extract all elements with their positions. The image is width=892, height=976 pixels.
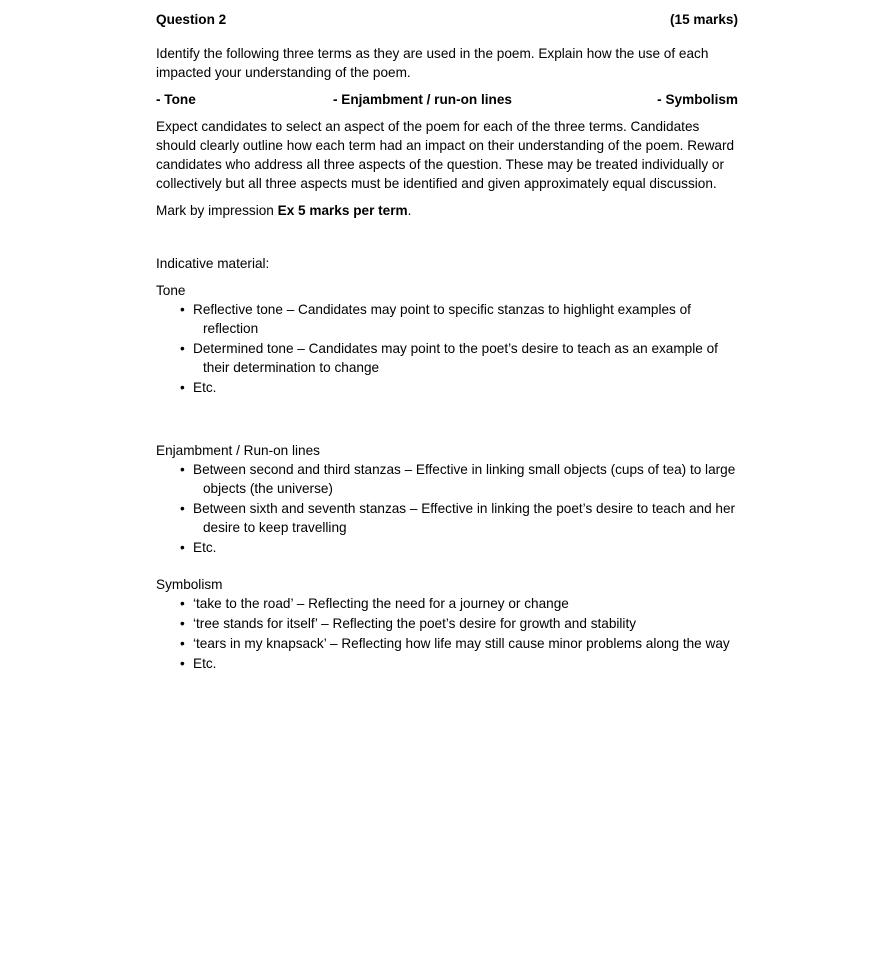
terms-row bbox=[156, 90, 738, 109]
mark-by-impression bbox=[156, 201, 738, 220]
enjambment-list bbox=[156, 460, 738, 557]
list-item: • Etc. bbox=[180, 656, 217, 671]
question-header bbox=[156, 10, 738, 29]
mark-by-bold: Ex 5 marks per term bbox=[277, 203, 408, 218]
question-marks: (15 marks) bbox=[669, 12, 738, 27]
document-page bbox=[156, 10, 738, 674]
section-title-tone: Tone bbox=[156, 283, 186, 298]
bullet-icon: • bbox=[180, 380, 185, 395]
mark-by-prefix: Mark by impression bbox=[156, 203, 278, 218]
list-item: • Etc. bbox=[180, 380, 217, 395]
mark-by-suffix: . bbox=[407, 203, 412, 218]
list-item: • Etc. bbox=[180, 540, 217, 555]
tone-list bbox=[156, 300, 738, 397]
marking-expectation: Expect candidates to select an aspect of the poem for each of the three terms. Candidates should clearly outline how each term had an impact on their understanding of the poem. Reward candidates who address all three aspects of the question. These may be treated individually or collectively but all three aspects must be identified and given approximately equal discussion. bbox=[156, 119, 735, 191]
section-title-symbolism: Symbolism bbox=[156, 577, 223, 592]
term-enjambment: - Enjambment / run-on lines bbox=[332, 92, 512, 107]
list-item: • ‘tree stands for itself’ – Reflecting the poet’s desire for growth and stability bbox=[180, 616, 637, 631]
term-tone: - Tone bbox=[156, 92, 196, 107]
bullet-icon: • bbox=[180, 501, 185, 516]
list-item: • Reflective tone – Candidates may point to specific stanzas to highlight examples of reflection bbox=[180, 302, 691, 336]
bullet-icon: • bbox=[180, 341, 185, 356]
question-intro: Identify the following three terms as they are used in the poem. Explain how the use of each impacted your understanding of the poem. bbox=[156, 46, 709, 80]
bullet-icon: • bbox=[180, 656, 185, 671]
question-title: Question 2 bbox=[156, 12, 227, 27]
section-title-enjambment: Enjambment / Run-on lines bbox=[156, 443, 320, 458]
term-symbolism: - Symbolism bbox=[657, 92, 738, 107]
bullet-icon: • bbox=[180, 302, 185, 317]
bullet-icon: • bbox=[180, 462, 185, 477]
bullet-icon: • bbox=[180, 636, 185, 651]
list-item: • Between second and third stanzas – Effective in linking small objects (cups of tea) to large objects (the universe) bbox=[180, 462, 736, 496]
symbolism-list bbox=[156, 594, 738, 673]
bullet-icon: • bbox=[180, 596, 185, 611]
list-item: • ‘take to the road’ – Reflecting the need for a journey or change bbox=[180, 596, 569, 611]
list-item: • Determined tone – Candidates may point to the poet’s desire to teach as an example of their determination to change bbox=[180, 341, 718, 375]
indicative-heading: Indicative material: bbox=[156, 256, 270, 271]
bullet-icon: • bbox=[180, 616, 185, 631]
bullet-icon: • bbox=[180, 540, 185, 555]
list-item: • ‘tears in my knapsack’ – Reflecting how life may still cause minor problems along the way bbox=[180, 636, 730, 651]
list-item: • Between sixth and seventh stanzas – Effective in linking the poet’s desire to teach and her desire to keep travelling bbox=[180, 501, 736, 535]
